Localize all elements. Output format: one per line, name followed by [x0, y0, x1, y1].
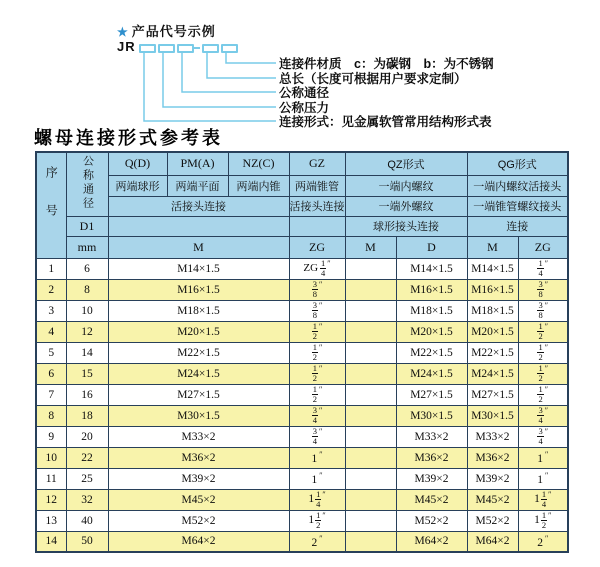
cell-qz-m [345, 489, 396, 510]
cell-qg-m: M52×2 [467, 510, 518, 531]
cell-gz: $\frac{1}{2}$ ″ [289, 321, 345, 342]
diagram-label-length: 总长（长度可根据用户要求定制） [279, 72, 467, 86]
cell-qz-d: M52×2 [396, 510, 467, 531]
cell-dn: 12 [66, 321, 108, 342]
cell-qz-d: M22×1.5 [396, 342, 467, 363]
cell-dn: 50 [66, 531, 108, 552]
header-gz-desc: 两端锥管 [289, 175, 345, 196]
cell-qg-m: M24×1.5 [467, 363, 518, 384]
header-qg-m: M [467, 236, 518, 258]
cell-gz: $\frac{3}{4}$ ″ [289, 426, 345, 447]
header-qg-desc2: 一端锥管螺纹接头 [467, 196, 568, 216]
cell-qg-m: M27×1.5 [467, 384, 518, 405]
cell-qg-m: M22×1.5 [467, 342, 518, 363]
diagram-label-pressure: 公称压力 [279, 101, 330, 115]
table-row [36, 384, 568, 405]
cell-qg-m: M39×2 [467, 468, 518, 489]
cell-gz: $\frac{3}{8}$ ″ [289, 279, 345, 300]
nut-connection-table [35, 151, 569, 553]
table-row [36, 468, 568, 489]
cell-qg-m: M45×2 [467, 489, 518, 510]
table-row [36, 447, 568, 468]
cell-m: M64×2 [108, 531, 289, 552]
diagram-heading [117, 21, 216, 40]
cell-m: M36×2 [108, 447, 289, 468]
cell-m: M52×2 [108, 510, 289, 531]
cell-dn: 18 [66, 405, 108, 426]
header-nz-desc: 两端内锥 [228, 175, 289, 196]
header-mm: mm [66, 236, 108, 258]
cell-qg-m: M30×1.5 [467, 405, 518, 426]
header-d1: D1 [66, 216, 108, 236]
cell-dn: 16 [66, 384, 108, 405]
header-q-desc: 两端球形 [108, 175, 167, 196]
cell-seq: 11 [36, 468, 66, 489]
header-col-gz: GZ [289, 152, 345, 175]
cell-gz: 1 $\frac{1}{4}$ ″ [289, 489, 345, 510]
cell-seq: 4 [36, 321, 66, 342]
cell-qz-m [345, 384, 396, 405]
cell-dn: 22 [66, 447, 108, 468]
table-row [36, 342, 568, 363]
cell-qg-zg: $\frac{1}{2}$ ″ [518, 321, 568, 342]
header-qg-desc1: 一端内螺纹活接头 [467, 175, 568, 196]
cell-seq: 5 [36, 342, 66, 363]
cell-seq: 3 [36, 300, 66, 321]
cell-qg-zg: $\frac{1}{4}$ ″ [518, 258, 568, 279]
cell-qz-d: M36×2 [396, 447, 467, 468]
code-box-pressure [158, 44, 175, 53]
cell-m: M45×2 [108, 489, 289, 510]
header-gz-live-joint: 活接头连接 [289, 196, 345, 216]
code-dash [193, 47, 200, 49]
cell-dn: 15 [66, 363, 108, 384]
header-col-nzc: NZ(C) [228, 152, 289, 175]
code-box-diameter [177, 44, 194, 53]
cell-seq: 7 [36, 384, 66, 405]
cell-qz-m [345, 342, 396, 363]
header-qg-conn: 连接 [467, 216, 568, 236]
table-row [36, 321, 568, 342]
header-unit-zg: ZG [289, 236, 345, 258]
cell-qz-d: M20×1.5 [396, 321, 467, 342]
cell-qz-d: M30×1.5 [396, 405, 467, 426]
cell-m: M20×1.5 [108, 321, 289, 342]
header-d1-spacer [108, 216, 289, 236]
cell-qz-d: M39×2 [396, 468, 467, 489]
header-pm-desc: 两端平面 [167, 175, 228, 196]
cell-seq: 6 [36, 363, 66, 384]
star-icon: ★ [117, 25, 129, 39]
table-row [36, 426, 568, 447]
diagram-heading-text: 产品代号示例 [131, 24, 216, 39]
cell-gz: $\frac{1}{2}$ ″ [289, 363, 345, 384]
table-row [36, 363, 568, 384]
cell-qg-m: M18×1.5 [467, 300, 518, 321]
cell-qz-m [345, 300, 396, 321]
cell-qz-d: M14×1.5 [396, 258, 467, 279]
code-box-material [221, 44, 238, 53]
cell-qg-zg: $\frac{1}{2}$ ″ [518, 342, 568, 363]
cell-qz-d: M45×2 [396, 489, 467, 510]
cell-gz: 1 $\frac{1}{2}$ ″ [289, 510, 345, 531]
header-gz-spacer [289, 216, 345, 236]
cell-qg-zg: 1 ″ [518, 468, 568, 489]
cell-gz: $\frac{1}{2}$ ″ [289, 342, 345, 363]
cell-qz-m [345, 321, 396, 342]
cell-qg-m: M36×2 [467, 447, 518, 468]
header-qz-d: D [396, 236, 467, 258]
cell-qg-m: M14×1.5 [467, 258, 518, 279]
cell-m: M39×2 [108, 468, 289, 489]
header-qz-conn: 球形接头连接 [345, 216, 467, 236]
cell-qg-zg: $\frac{3}{4}$ ″ [518, 405, 568, 426]
table-row [36, 279, 568, 300]
header-col-qg: QG形式 [467, 152, 568, 175]
cell-qg-m: M33×2 [467, 426, 518, 447]
cell-qz-m [345, 426, 396, 447]
cell-dn: 6 [66, 258, 108, 279]
cell-qg-zg: $\frac{3}{8}$ ″ [518, 300, 568, 321]
cell-dn: 25 [66, 468, 108, 489]
cell-qz-m [345, 447, 396, 468]
table-body [36, 258, 568, 552]
header-qg-zg: ZG [518, 236, 568, 258]
cell-qg-m: M16×1.5 [467, 279, 518, 300]
cell-dn: 40 [66, 510, 108, 531]
diagram-label-diameter: 公称通径 [279, 86, 330, 100]
cell-seq: 13 [36, 510, 66, 531]
cell-qg-zg: 1 $\frac{1}{4}$ ″ [518, 489, 568, 510]
cell-qg-zg: $\frac{1}{2}$ ″ [518, 363, 568, 384]
header-col-qz: QZ形式 [345, 152, 467, 175]
cell-qz-d: M64×2 [396, 531, 467, 552]
cell-qg-zg: $\frac{1}{2}$ ″ [518, 384, 568, 405]
table-row [36, 510, 568, 531]
cell-gz: $\frac{3}{4}$ ″ [289, 405, 345, 426]
cell-seq: 1 [36, 258, 66, 279]
cell-seq: 2 [36, 279, 66, 300]
header-col-pma: PM(A) [167, 152, 228, 175]
cell-m: M24×1.5 [108, 363, 289, 384]
cell-gz: $\frac{1}{2}$ ″ [289, 384, 345, 405]
code-prefix: JR [117, 39, 136, 54]
cell-qg-zg: $\frac{3}{8}$ ″ [518, 279, 568, 300]
cell-dn: 10 [66, 300, 108, 321]
cell-qg-m: M20×1.5 [467, 321, 518, 342]
header-col-qd: Q(D) [108, 152, 167, 175]
table-row [36, 531, 568, 552]
cell-m: M33×2 [108, 426, 289, 447]
cell-gz: $\frac{3}{8}$ ″ [289, 300, 345, 321]
table-row [36, 300, 568, 321]
page-title: 螺母连接形式参考表 [34, 128, 223, 149]
header-qz-m: M [345, 236, 396, 258]
cell-dn: 20 [66, 426, 108, 447]
header-unit-m: M [108, 236, 289, 258]
cell-seq: 9 [36, 426, 66, 447]
cell-m: M30×1.5 [108, 405, 289, 426]
header-live-joint: 活接头连接 [108, 196, 289, 216]
cell-m: M18×1.5 [108, 300, 289, 321]
cell-qz-m [345, 531, 396, 552]
table-row [36, 405, 568, 426]
header-nominal-diameter: 公称通径 [66, 152, 108, 216]
cell-m: M22×1.5 [108, 342, 289, 363]
cell-gz: 1 ″ [289, 447, 345, 468]
cell-seq: 14 [36, 531, 66, 552]
cell-dn: 32 [66, 489, 108, 510]
table-row [36, 489, 568, 510]
table-row [36, 258, 568, 279]
header-seq: 序号 [36, 152, 66, 258]
table-header [36, 152, 568, 258]
cell-qg-zg: 2 ″ [518, 531, 568, 552]
cell-qz-m [345, 363, 396, 384]
cell-dn: 14 [66, 342, 108, 363]
cell-qz-d: M18×1.5 [396, 300, 467, 321]
cell-m: M14×1.5 [108, 258, 289, 279]
cell-seq: 10 [36, 447, 66, 468]
diagram-label-material: 连接件材质 c：为碳钢 b：为不锈钢 [279, 57, 494, 71]
cell-seq: 8 [36, 405, 66, 426]
cell-seq: 12 [36, 489, 66, 510]
cell-gz: ZG $\frac{1}{4}$ ″ [289, 258, 345, 279]
cell-qz-m [345, 468, 396, 489]
cell-qz-m [345, 258, 396, 279]
cell-qg-zg: 1 ″ [518, 447, 568, 468]
cell-qg-zg: 1 $\frac{1}{2}$ ″ [518, 510, 568, 531]
cell-qg-m: M64×2 [467, 531, 518, 552]
cell-m: M27×1.5 [108, 384, 289, 405]
cell-qz-m [345, 405, 396, 426]
cell-gz: 2 ″ [289, 531, 345, 552]
header-qz-desc1: 一端内螺纹 [345, 175, 467, 196]
cell-gz: 1 ″ [289, 468, 345, 489]
header-qz-desc2: 一端外螺纹 [345, 196, 467, 216]
cell-m: M16×1.5 [108, 279, 289, 300]
cell-qz-m [345, 510, 396, 531]
cell-qz-d: M16×1.5 [396, 279, 467, 300]
cell-dn: 8 [66, 279, 108, 300]
cell-qg-zg: $\frac{3}{4}$ ″ [518, 426, 568, 447]
cell-qz-d: M33×2 [396, 426, 467, 447]
cell-qz-d: M27×1.5 [396, 384, 467, 405]
code-box-length [202, 44, 219, 53]
cell-qz-d: M24×1.5 [396, 363, 467, 384]
cell-qz-m [345, 279, 396, 300]
code-box-connection-form [139, 44, 156, 53]
diagram-label-connection-form: 连接形式：见金属软管常用结构形式表 [279, 115, 492, 129]
